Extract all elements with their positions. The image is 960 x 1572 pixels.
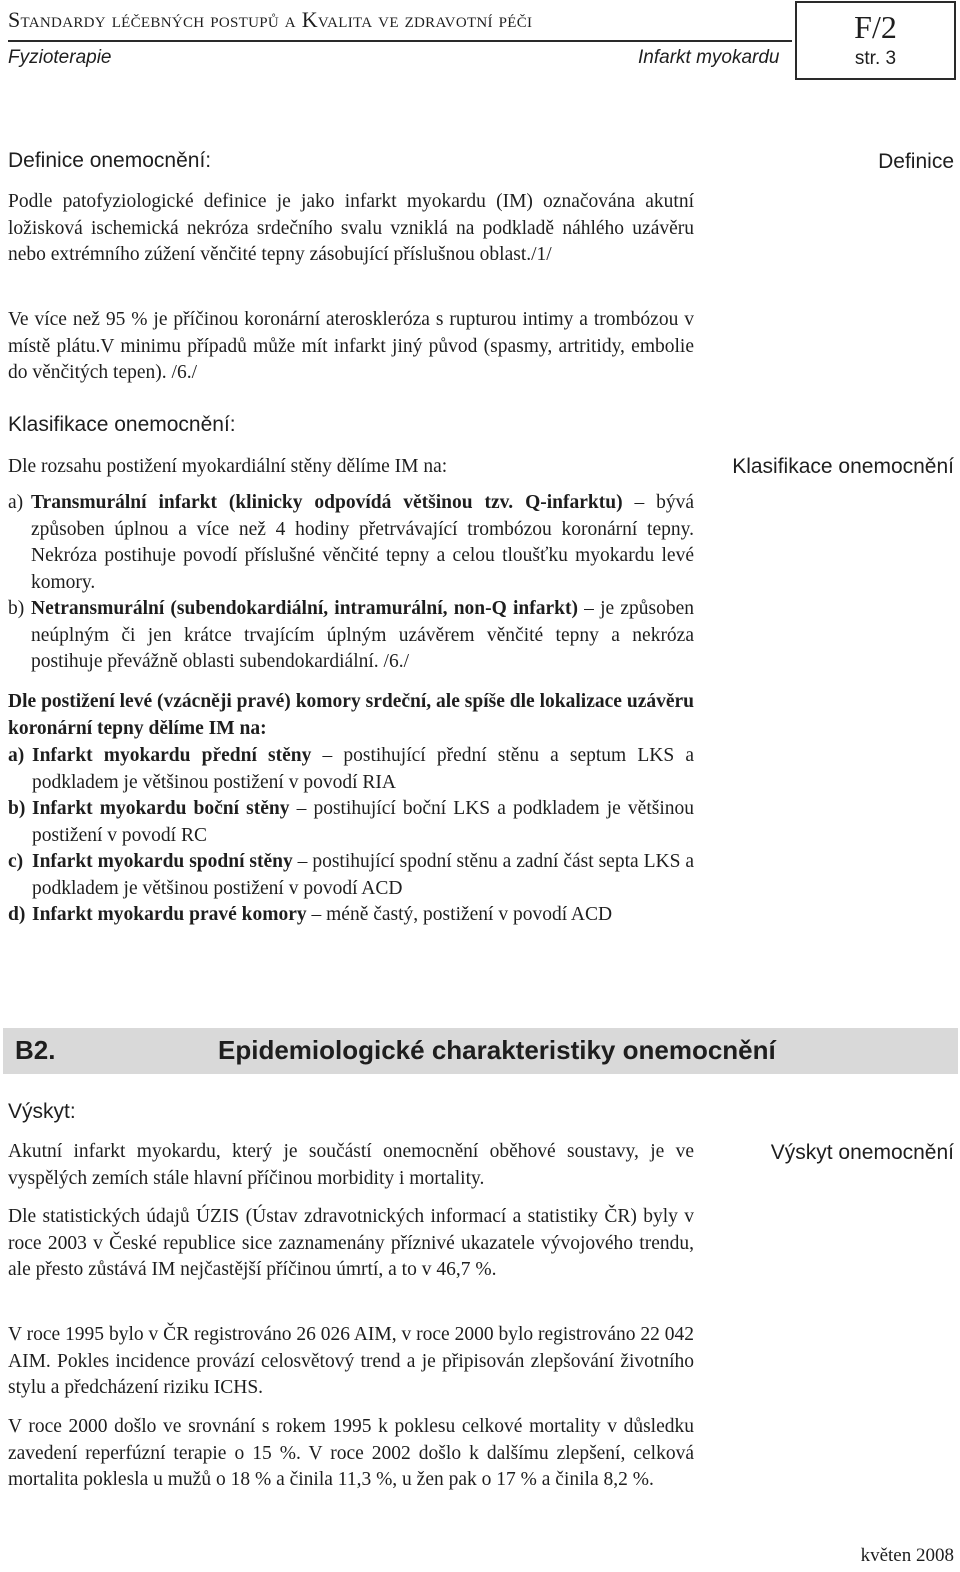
heading-klasifikace: Klasifikace onemocnění: [8, 413, 236, 436]
side-label-klasifikace: Klasifikace onemocnění [732, 455, 954, 478]
list-item-term: Infarkt myokardu boční stěny [32, 798, 290, 819]
list-item [8, 743, 694, 796]
section-title: Epidemiologické charakteristiky onemocnění [218, 1035, 776, 1065]
klasifikace-subheading-2: Dle postižení levé (vzácněji pravé) komory srdeční, ale spíše dle lokalizace uzávěru koronární tepny dělíme IM na: [8, 691, 694, 739]
heading-definice: Definice onemocnění: [8, 149, 212, 172]
list-item-text: – postihující spodní stěnu a zadní část septa LKS a podkladem je většinou postižení v povodí ACD [32, 851, 694, 899]
list-item-label: b) [8, 798, 26, 819]
list-item-term: Infarkt myokardu přední stěny [32, 745, 312, 766]
klasifikace-list-1 [8, 490, 694, 676]
list-item-label: a) [8, 492, 24, 513]
list-item-term: Netransmurální (subendokardiální, intramurální, non-Q infarkt) [31, 598, 578, 619]
badge-code: F/2 [854, 9, 897, 45]
list-item-term: Transmurální infarkt (klinicky odpovídá většinou tzv. Q-infarktu) [31, 492, 623, 513]
paragraph-vyskyt-3: V roce 1995 bylo v ČR registrováno 26 026 AIM, v roce 2000 bylo registrováno 22 042 AIM. Pokles incidence provází celosvětový trend a je připisován zlepšování životního stylu a předcházení riziku ICHS. [8, 1324, 694, 1398]
paragraph-vyskyt-1: Akutní infarkt myokardu, který je součástí onemocnění oběhové soustavy, je ve vyspělých zemích stále hlavní příčinou morbidity i mortality. [8, 1141, 694, 1189]
side-label-vyskyt: Výskyt onemocnění [770, 1141, 954, 1164]
section-number: B2. [15, 1035, 56, 1065]
footer-date: květen 2008 [860, 1545, 954, 1566]
list-item-label: a) [8, 745, 25, 766]
paragraph-definice-2: Ve více než 95 % je příčinou koronární ateroskleróza s rupturou intimy a trombózou v místě plátu.V minimu případů může mít infarkt jiný původ (spasmy, artritidy, embolie do věnčitých tepen). /6./ [8, 309, 694, 383]
header-divider [8, 40, 792, 42]
list-item [8, 796, 694, 849]
list-item-text: – postihující boční LKS a podkladem je většinou postižení v povodí RC [32, 798, 694, 846]
document-code-badge [795, 1, 956, 80]
list-item-term: Infarkt myokardu spodní stěny [32, 851, 293, 872]
list-item-text: – méně častý, postižení v povodí ACD [306, 904, 613, 925]
list-item-label: d) [8, 904, 26, 925]
list-item-term: Infarkt myokardu pravé komory [32, 904, 307, 925]
side-label-definice: Definice [878, 150, 954, 173]
header-subject: Fyzioterapie [8, 47, 112, 68]
list-item [8, 490, 694, 596]
paragraph-vyskyt-4: V roce 2000 došlo ve srovnání s rokem 1995 k poklesu celkové mortality v důsledku zavedení reperfúzní terapie o 15 %. V roce 2002 došlo k dalšímu zlepšení, celková mortalita poklesla u mužů o 18 % a činila 11,3 %, u žen pak o 17 % a činila 8,2 %. [8, 1416, 694, 1490]
document-header-title: Standardy léčebných postupů a Kvalita ve zdravotní péči [8, 7, 533, 32]
paragraph-vyskyt-2: Dle statistických údajů ÚZIS (Ústav zdravotnických informací a statistiky ČR) byly v roce 2003 v České republice sice zaznamenány příznivé ukazatele vývojového trendu, ale přesto zůstává IM nejčastější příčinou úmrtí, a to v 46,7 %. [8, 1206, 694, 1280]
list-item [8, 849, 694, 902]
list-item [8, 596, 694, 676]
list-item-label: c) [8, 851, 24, 872]
klasifikace-subheading-1: Dle rozsahu postižení myokardiální stěny dělíme IM na: [8, 456, 448, 477]
heading-vyskyt: Výskyt: [8, 1100, 76, 1123]
paragraph-definice-1: Podle patofyziologické definice je jako infarkt myokardu (IM) označována akutní ložisková ischemická nekróza srdečního svalu vzniklá na podkladě náhlého uzávěru nebo extrémního zúžení věnčité tepny zásobující příslušnou oblast./1/ [8, 191, 694, 265]
header-topic: Infarkt myokardu [638, 47, 780, 68]
list-item-text: – postihující přední stěnu a septum LKS a podkladem je většinou postižení v povodí RIA [32, 745, 694, 793]
badge-page-number: str. 3 [854, 48, 897, 69]
list-item-text: – je způsoben neúplným či jen krátce trvajícím úplným uzávěrem věnčité tepny a nekróza postihuje převážně oblasti subendokardiální. /6./ [31, 598, 694, 672]
list-item-text: – bývá způsoben úplnou a více než 4 hodiny přetrvávající trombózou koronární tepny. Nekróza postihuje povodí příslušné věnčité tepny a celou tloušťku myokardu levé komory. [31, 492, 694, 593]
klasifikace-list-2 [8, 743, 694, 929]
list-item [8, 902, 694, 929]
list-item-label: b) [8, 598, 25, 619]
